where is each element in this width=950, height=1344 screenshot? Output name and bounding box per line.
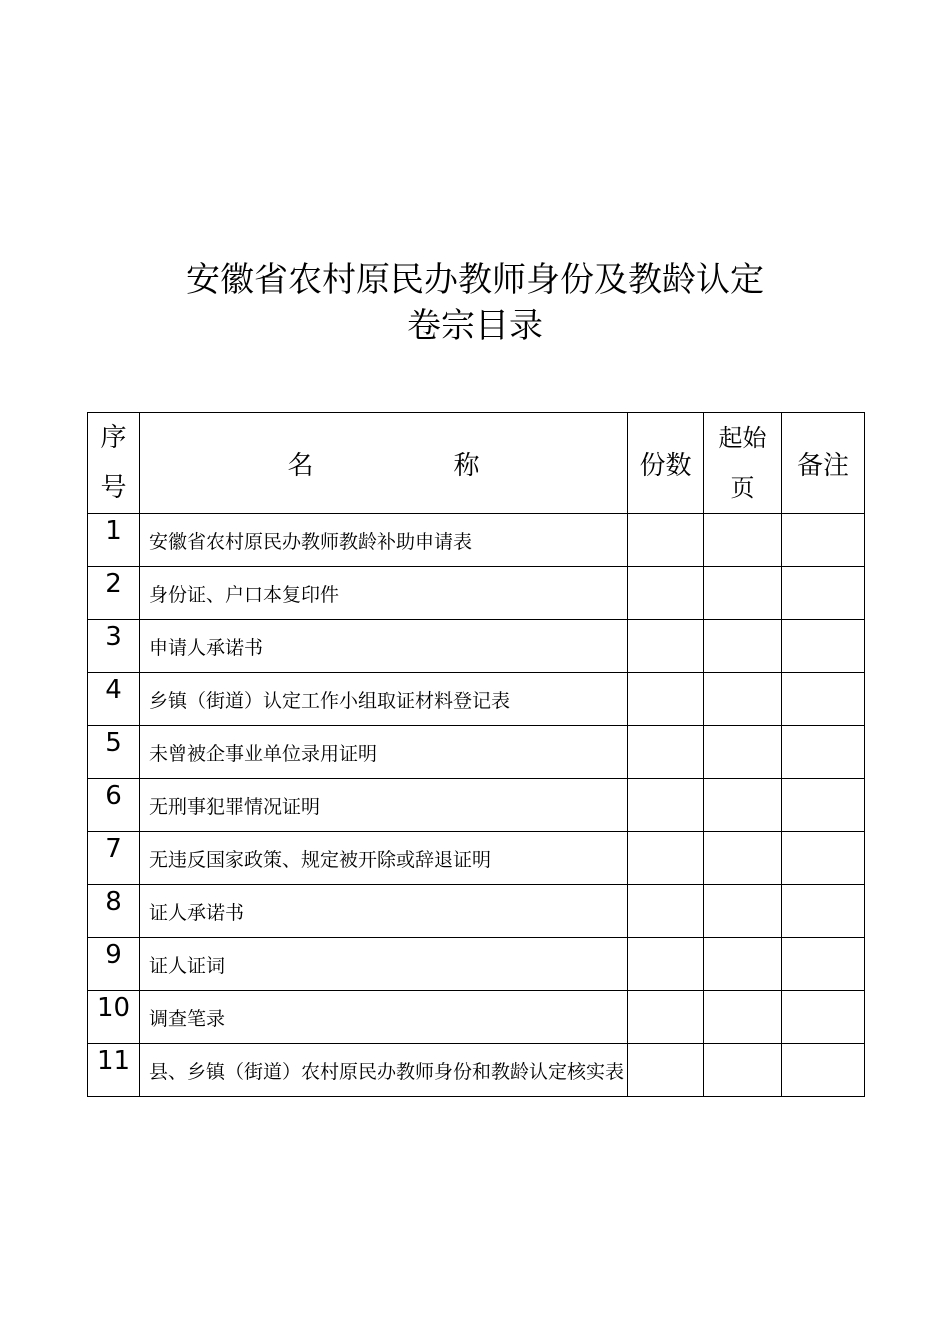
table-row [88,1044,865,1097]
row-seq: 9 [88,938,140,991]
table-row [88,514,865,567]
row-count [628,726,704,779]
row-start-page [704,885,782,938]
row-remark [782,514,865,567]
row-name: 无刑事犯罪情况证明 [140,779,628,832]
row-remark [782,991,865,1044]
table-row [88,779,865,832]
table-row [88,832,865,885]
row-remark [782,832,865,885]
row-remark [782,673,865,726]
row-name: 申请人承诺书 [140,620,628,673]
row-start-page [704,832,782,885]
row-start-page [704,779,782,832]
row-name: 无违反国家政策、规定被开除或辞退证明 [140,832,628,885]
row-count [628,991,704,1044]
row-name: 乡镇（街道）认定工作小组取证材料登记表 [140,673,628,726]
row-start-page [704,620,782,673]
row-seq: 5 [88,726,140,779]
row-start-page [704,991,782,1044]
row-seq: 6 [88,779,140,832]
row-name: 证人证词 [140,938,628,991]
row-remark [782,1044,865,1097]
row-count [628,832,704,885]
row-start-page [704,514,782,567]
header-start-page [704,413,782,514]
row-count [628,1044,704,1097]
row-remark [782,726,865,779]
table-header-row [88,413,865,514]
table-row [88,726,865,779]
header-name-part1: 名 [287,450,314,481]
row-name: 证人承诺书 [140,885,628,938]
header-name-part2: 称 [453,450,480,481]
row-name: 身份证、户口本复印件 [140,567,628,620]
header-seq-line2: 号 [100,473,127,503]
row-name: 安徽省农村原民办教师教龄补助申请表 [140,514,628,567]
header-count: 份数 [628,413,704,514]
document-title-line1: 安徽省农村原民办教师身份及教龄认定 [186,260,764,300]
catalog-table [87,412,865,1097]
row-count [628,620,704,673]
table-row [88,885,865,938]
table-row [88,938,865,991]
row-name: 县、乡镇（街道）农村原民办教师身份和教龄认定核实表 [140,1044,628,1097]
row-remark [782,779,865,832]
header-remark: 备注 [782,413,865,514]
row-count [628,938,704,991]
row-seq: 7 [88,832,140,885]
header-start-page-line2: 页 [730,474,755,502]
header-seq-line1: 序 [100,423,127,453]
row-count [628,885,704,938]
row-name: 未曾被企事业单位录用证明 [140,726,628,779]
row-start-page [704,567,782,620]
row-seq: 10 [88,991,140,1044]
row-seq: 4 [88,673,140,726]
row-remark [782,938,865,991]
table-row [88,620,865,673]
table-row [88,567,865,620]
row-start-page [704,1044,782,1097]
row-count [628,567,704,620]
row-seq: 1 [88,514,140,567]
table-row [88,673,865,726]
row-count [628,514,704,567]
row-name: 调查笔录 [140,991,628,1044]
row-seq: 8 [88,885,140,938]
row-seq: 2 [88,567,140,620]
header-seq [88,413,140,514]
row-remark [782,567,865,620]
row-count [628,673,704,726]
row-remark [782,885,865,938]
row-start-page [704,938,782,991]
header-name [140,413,628,514]
row-start-page [704,726,782,779]
header-start-page-line1: 起始 [718,424,767,452]
row-start-page [704,673,782,726]
table-row [88,991,865,1044]
row-remark [782,620,865,673]
row-seq: 11 [88,1044,140,1097]
row-seq: 3 [88,620,140,673]
row-count [628,779,704,832]
document-title-line2: 卷宗目录 [407,306,543,346]
